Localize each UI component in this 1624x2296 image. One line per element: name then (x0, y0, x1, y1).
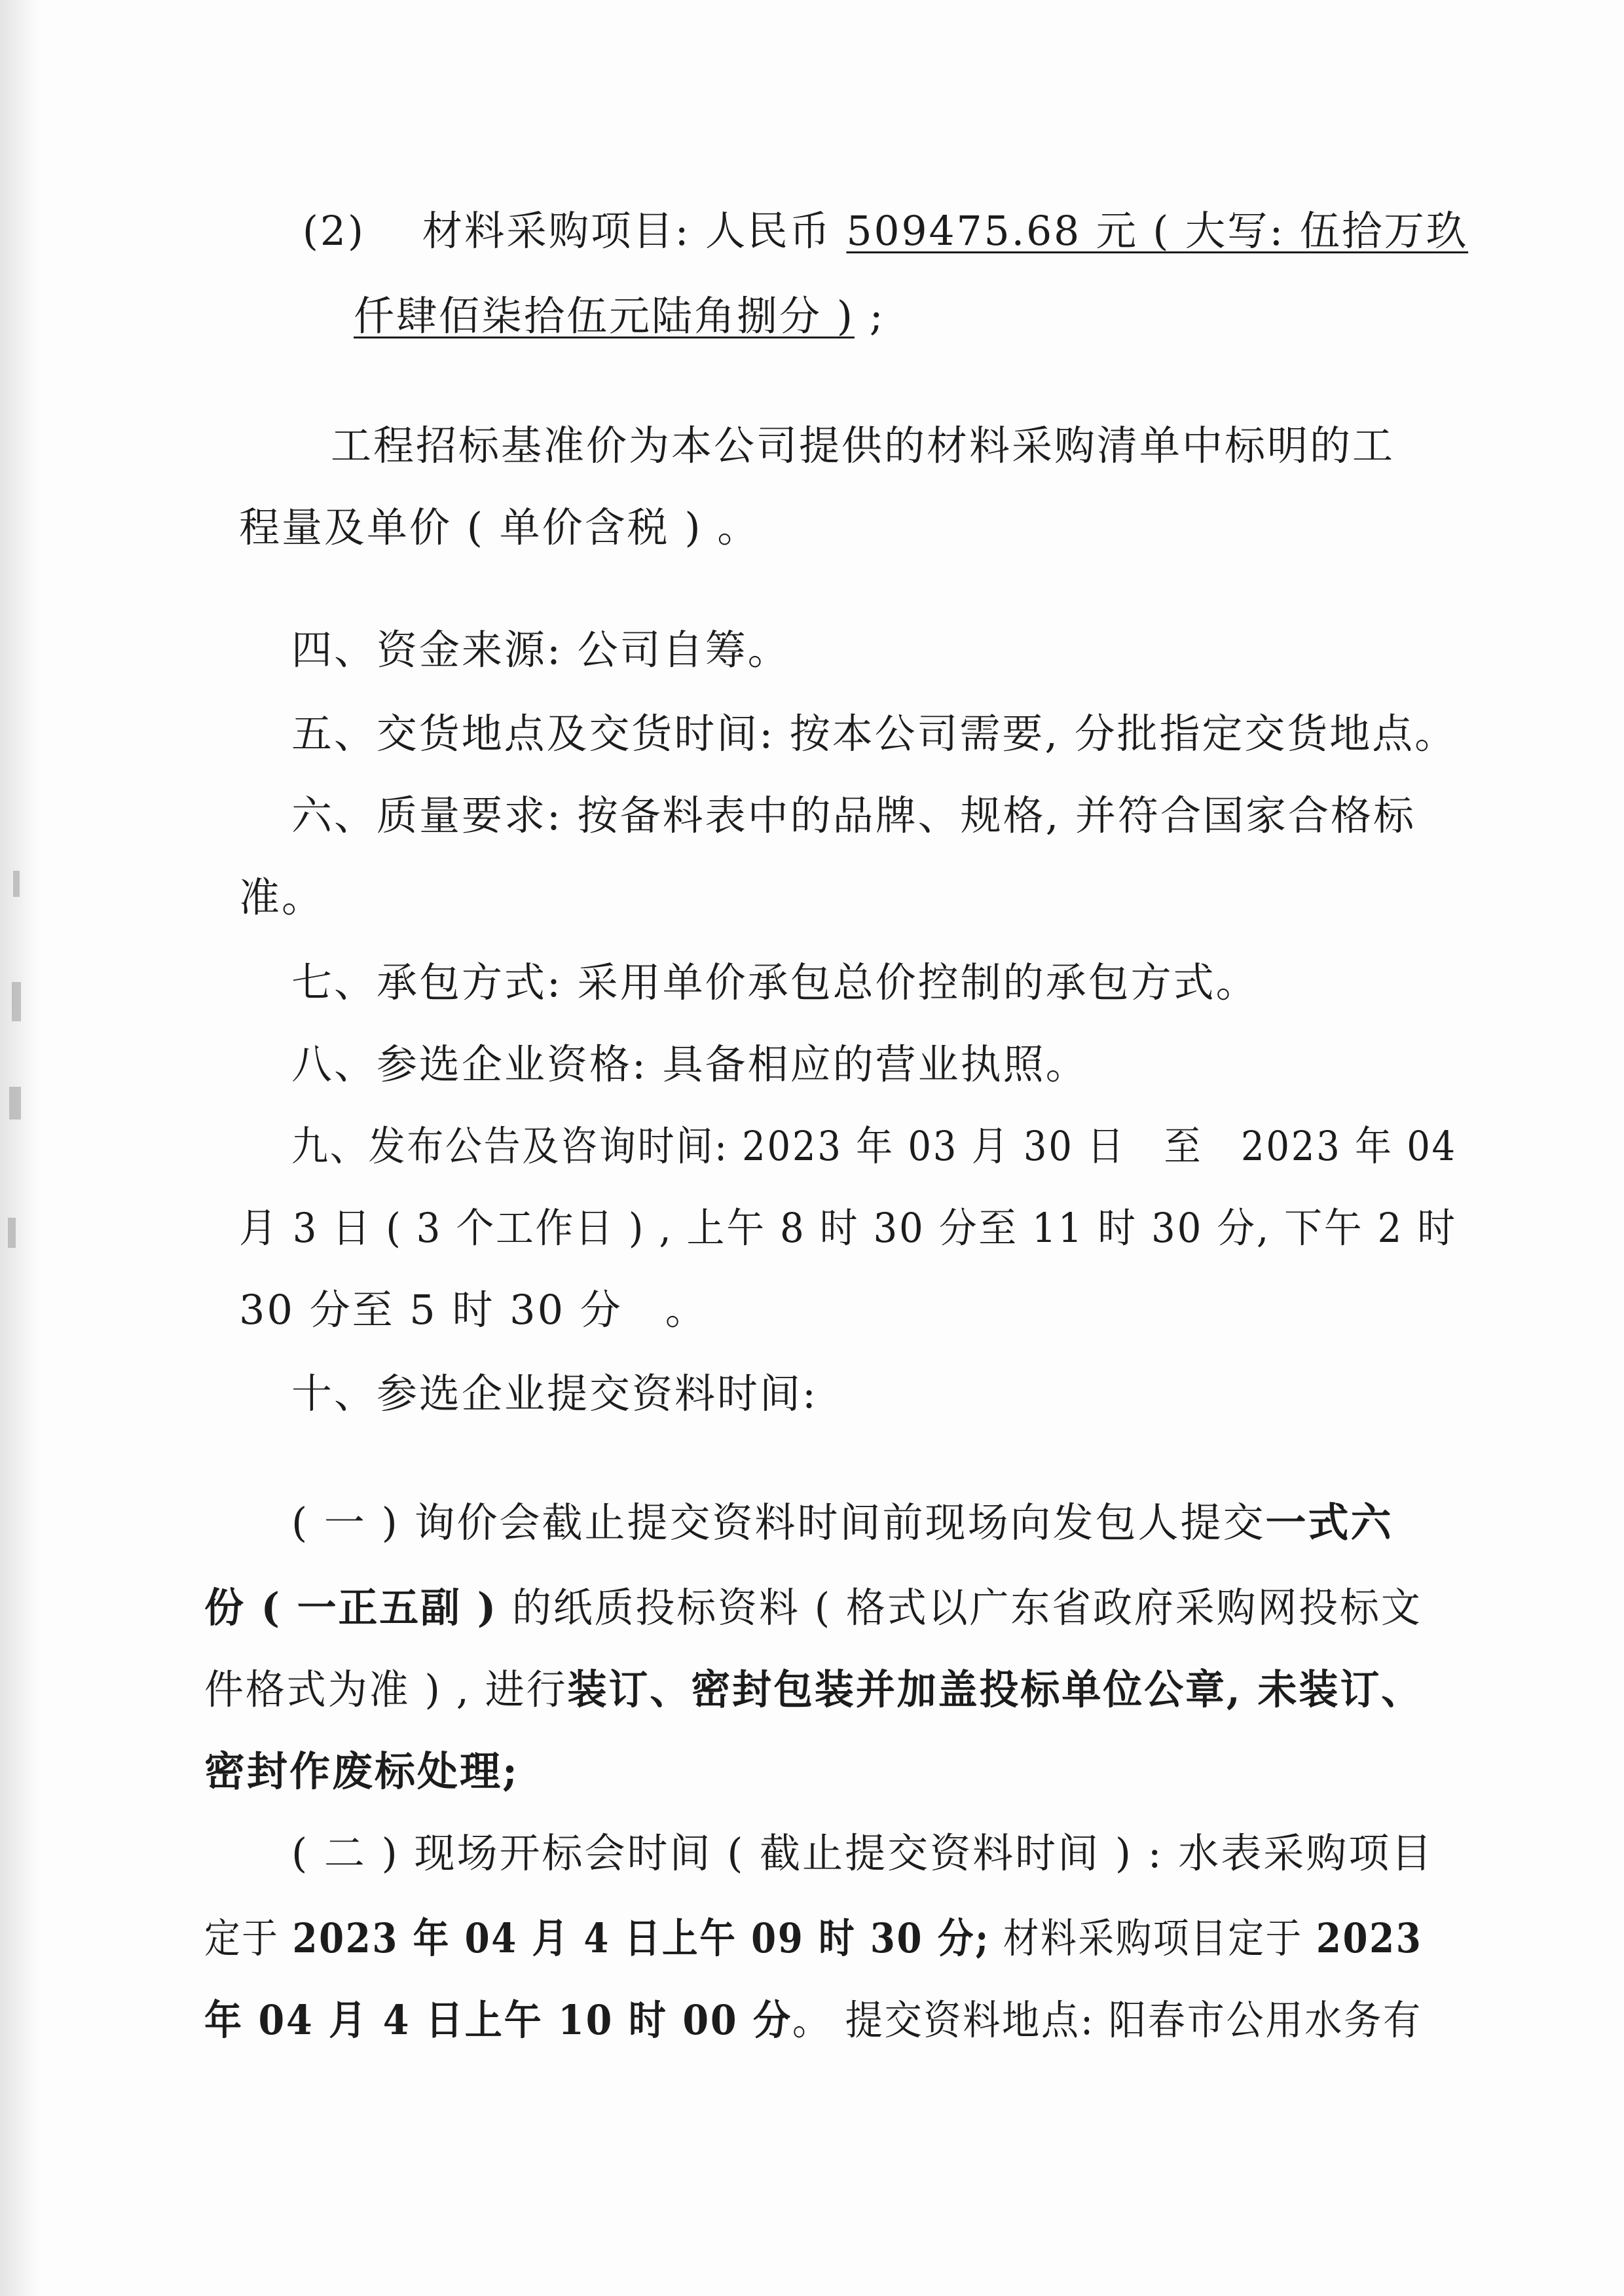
text-run: 2023 年 04 月 4 日上午 09 时 30 分; (292, 1914, 990, 1962)
text-run: 准。 (239, 873, 325, 921)
text-run: 工程招标基准价为本公司提供的材料采购清单中标明的工 (331, 422, 1395, 469)
text-line (204, 1996, 1422, 2044)
text-run: 密封作废标处理; (204, 1747, 519, 1795)
text-run: 2023 (1316, 1914, 1423, 1962)
text-run: 十、参选企业提交资料时间: (291, 1370, 818, 1417)
text-run: 年 04 月 4 日上午 10 时 00 分 (204, 1996, 792, 2044)
text-run: 四、资金来源: 公司自筹。 (291, 626, 790, 674)
scan-mark (13, 871, 20, 897)
text-run: 六、质量要求: 按备料表中的品牌、规格, 并符合国家合格标 (291, 792, 1416, 839)
text-run: 一式六 (1265, 1499, 1393, 1546)
text-run: ; (854, 292, 885, 340)
text-line (204, 1747, 519, 1795)
text-line (291, 1499, 1393, 1546)
text-line (291, 1122, 1457, 1170)
text-run: 九、发布公告及咨询时间: 2023 年 03 月 30 日 至 2023 年 04 (291, 1122, 1457, 1170)
text-line (331, 422, 1395, 469)
text-line (239, 1286, 708, 1334)
text-line (354, 292, 885, 340)
text-line (291, 1829, 1434, 1877)
text-run: 509475.68 元 ( 大写: 伍拾万玖 (846, 207, 1469, 255)
text-line (291, 1370, 818, 1417)
text-run: 的纸质投标资料 ( 格式以广东省政府采购网投标文 (498, 1584, 1422, 1631)
text-run: 仟肆佰柒拾伍元陆角捌分 ) (354, 292, 855, 340)
text-run: 程量及单价 ( 单价含税 ) 。 (239, 503, 760, 551)
text-run: 定于 (204, 1914, 293, 1962)
scan-mark (12, 982, 21, 1021)
text-line (291, 1040, 1088, 1088)
scan-mark (9, 1087, 21, 1120)
text-line (291, 710, 1458, 757)
text-run: 月 3 日 ( 3 个工作日 ) , 上午 8 时 30 分至 11 时 30 分, 下午 2 时 (239, 1204, 1457, 1252)
text-line (204, 1666, 1423, 1713)
text-line (239, 873, 325, 921)
text-run: ( 一 ) 询价会截止提交资料时间前现场向发包人提交 (291, 1499, 1266, 1546)
scan-shadow-edge (0, 0, 39, 2296)
text-line (303, 207, 1469, 255)
text-line (291, 958, 1259, 1006)
text-run: 八、参选企业资格: 具备相应的营业执照。 (291, 1040, 1088, 1088)
text-line (239, 1204, 1457, 1252)
text-line (204, 1584, 1422, 1631)
text-line (239, 503, 760, 551)
text-run: 份 ( 一正五副 ) (204, 1584, 498, 1631)
text-line (291, 626, 790, 674)
text-run: 件格式为准 ) , 进行 (204, 1666, 568, 1713)
text-run: (2) 材料采购项目: 人民币 (303, 207, 847, 255)
text-line (204, 1914, 1423, 1962)
text-run: 。 提交资料地点: 阳春市公用水务有 (792, 1996, 1422, 2044)
text-run: 装订、密封包装并加盖投标单位公章, 未装订、 (567, 1666, 1423, 1713)
scan-mark (8, 1218, 16, 1248)
text-run: 七、承包方式: 采用单价承包总价控制的承包方式。 (291, 958, 1259, 1006)
text-run: 五、交货地点及交货时间: 按本公司需要, 分批指定交货地点。 (291, 710, 1458, 757)
text-run: 30 分至 5 时 30 分 。 (239, 1286, 708, 1334)
text-run: ( 二 ) 现场开标会时间 ( 截止提交资料时间 ) : 水表采购项目 (291, 1829, 1434, 1877)
text-run: 材料采购项目定于 (989, 1914, 1316, 1962)
text-line (291, 792, 1416, 839)
